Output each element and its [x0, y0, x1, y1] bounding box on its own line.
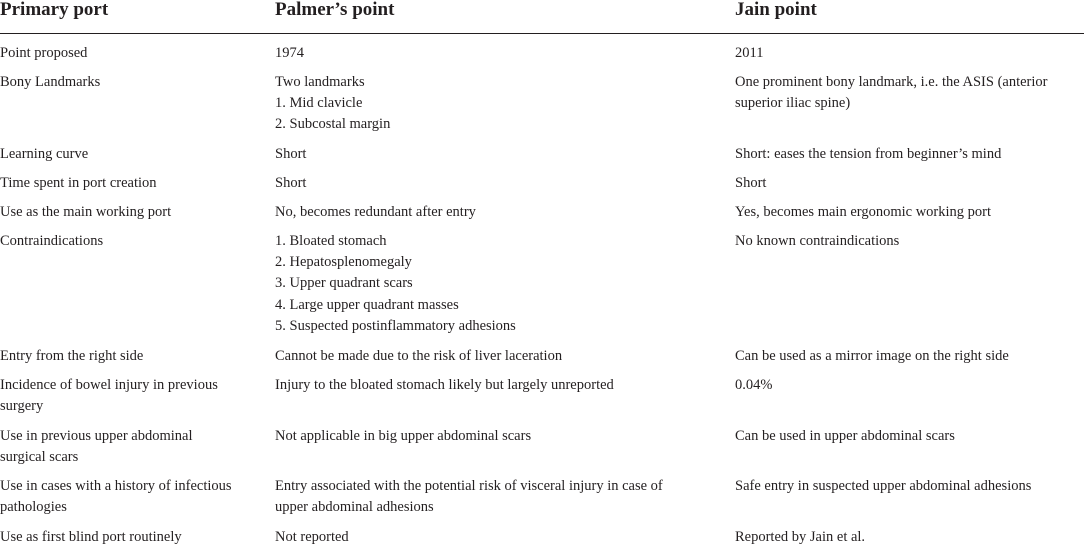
cell-line: Not applicable in big upper abdominal scars	[275, 428, 532, 444]
cell-line: 5. Suspected postinflammatory adhesions	[275, 317, 516, 334]
cell-line: 0.04%	[735, 377, 773, 393]
table-row	[0, 527, 1084, 548]
table-row	[0, 43, 1084, 72]
cell-line: Yes, becomes main ergonomic working port	[735, 204, 992, 220]
cell-line: 1. Mid clavicle	[275, 95, 363, 112]
cell-line: Can be used in upper abdominal scars	[735, 428, 955, 444]
cell-line: surgery	[0, 398, 44, 415]
cell-line: Short	[275, 175, 307, 191]
table-row	[0, 426, 1084, 476]
table-row	[0, 144, 1084, 173]
cell-line: Short: eases the tension from beginner’s mind	[735, 146, 1002, 162]
cell-line: Reported by Jain et al.	[735, 529, 866, 545]
jain-cell	[735, 43, 1084, 64]
cell-line: Two landmarks	[275, 74, 365, 90]
palmer-cell	[275, 144, 725, 165]
jain-cell	[735, 72, 1084, 114]
cell-line: Safe entry in suspected upper abdominal adhesions	[735, 478, 1032, 494]
row-label	[0, 375, 262, 417]
cell-line: 1974	[275, 45, 304, 61]
header-jain-point: Jain point	[735, 0, 817, 20]
cell-line: Learning curve	[0, 146, 89, 162]
jain-cell	[735, 144, 1084, 165]
cell-line: 2. Subcostal margin	[275, 116, 391, 133]
palmer-cell	[275, 476, 725, 518]
table-row	[0, 476, 1084, 527]
palmer-cell	[275, 426, 725, 447]
cell-line: 4. Large upper quadrant masses	[275, 296, 459, 313]
cell-line: Cannot be made due to the risk of liver laceration	[275, 348, 563, 364]
jain-cell	[735, 476, 1084, 497]
palmer-cell	[275, 527, 725, 548]
palmer-cell	[275, 375, 725, 396]
cell-line: Short	[275, 146, 307, 162]
cell-line: 3. Upper quadrant scars	[275, 275, 413, 292]
table-row	[0, 375, 1084, 426]
cell-line: No known contraindications	[735, 233, 900, 249]
cell-line: 2. Hepatosplenomegaly	[275, 254, 412, 271]
jain-cell	[735, 346, 1084, 367]
cell-line: Use as the main working port	[0, 204, 172, 220]
row-label	[0, 476, 262, 518]
row-label	[0, 527, 262, 548]
cell-line: Time spent in port creation	[0, 175, 157, 191]
cell-line: Not reported	[275, 529, 349, 545]
palmer-cell	[275, 346, 725, 367]
jain-cell	[735, 426, 1084, 447]
jain-cell	[735, 375, 1084, 396]
cell-line: One prominent bony landmark, i.e. the ASIS (anterior	[735, 74, 1048, 90]
jain-cell	[735, 527, 1084, 548]
palmer-cell	[275, 43, 725, 64]
cell-line: upper abdominal adhesions	[275, 499, 434, 516]
row-label	[0, 43, 262, 64]
cell-line: No, becomes redundant after entry	[275, 204, 476, 220]
cell-line: Use in previous upper abdominal	[0, 428, 193, 444]
cell-line: Contraindications	[0, 233, 104, 249]
table-header	[0, 0, 1084, 34]
table-row	[0, 346, 1084, 375]
jain-cell	[735, 173, 1084, 194]
cell-line: surgical scars	[0, 449, 79, 466]
row-label	[0, 173, 262, 194]
cell-line: Incidence of bowel injury in previous	[0, 377, 218, 393]
cell-line: Use as first blind port routinely	[0, 529, 182, 545]
jain-cell	[735, 202, 1084, 223]
row-label	[0, 202, 262, 223]
palmer-cell	[275, 202, 725, 223]
cell-line: Entry from the right side	[0, 348, 144, 364]
cell-line: Injury to the bloated stomach likely but largely unreported	[275, 377, 614, 393]
table-row	[0, 231, 1084, 346]
palmer-cell	[275, 231, 725, 337]
header-primary-port: Primary port	[0, 0, 109, 20]
cell-line: 2011	[735, 45, 764, 61]
row-label	[0, 231, 262, 252]
table-row	[0, 72, 1084, 144]
cell-line: Bony Landmarks	[0, 74, 101, 90]
cell-line: Can be used as a mirror image on the right side	[735, 348, 1009, 364]
cell-line: pathologies	[0, 499, 67, 516]
row-label	[0, 144, 262, 165]
palmer-cell	[275, 72, 725, 136]
palmer-cell	[275, 173, 725, 194]
cell-line: Entry associated with the potential risk of visceral injury in case of	[275, 478, 663, 494]
cell-line: superior iliac spine)	[735, 95, 851, 112]
jain-cell	[735, 231, 1084, 252]
cell-line: Use in cases with a history of infectious	[0, 478, 232, 494]
cell-line: 1. Bloated stomach	[275, 233, 387, 249]
cell-line: Short	[735, 175, 767, 191]
table-row	[0, 202, 1084, 231]
cell-line: Point proposed	[0, 45, 88, 61]
header-palmers-point: Palmer’s point	[275, 0, 395, 20]
row-label	[0, 426, 262, 468]
row-label	[0, 346, 262, 367]
row-label	[0, 72, 262, 93]
table-row	[0, 173, 1084, 202]
